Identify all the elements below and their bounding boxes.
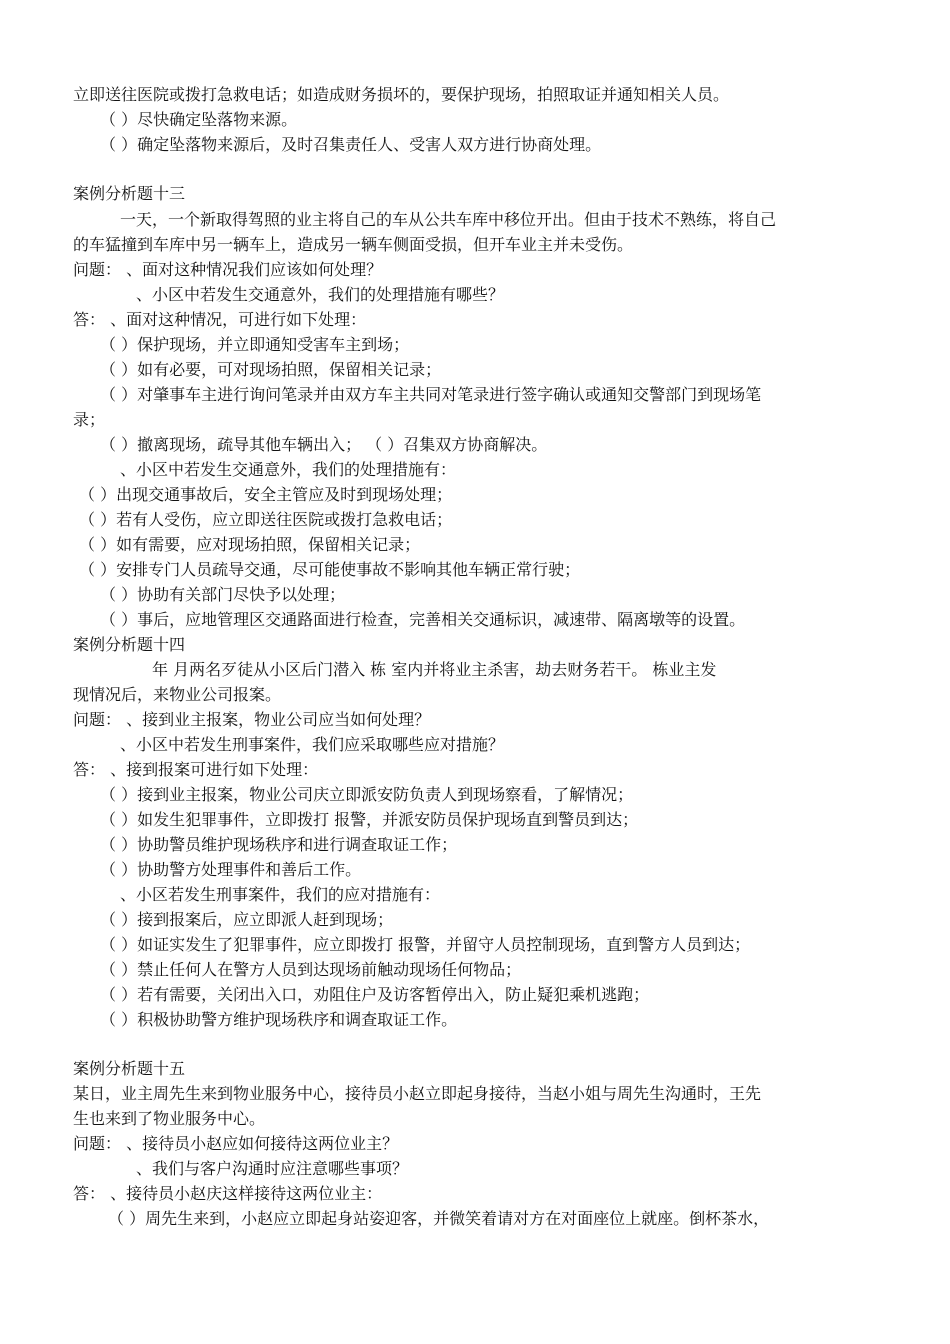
- list-item: （ ）如有必要，可对现场拍照，保留相关记录；: [100, 360, 442, 379]
- question-line: 、小区中若发生刑事案件，我们应采取哪些应对措施？: [120, 735, 505, 754]
- answer-line: 、小区中若发生交通意外，我们的处理措施有：: [120, 460, 457, 479]
- list-item: （ ）接到报案后，应立即派人赶到现场；: [100, 910, 394, 929]
- list-item: （ ）安排专门人员疏导交通，尽可能使事故不影响其他车辆正常行驶；: [79, 560, 581, 579]
- question-line: 、我们与客户沟通时应注意哪些事项？: [136, 1159, 409, 1178]
- list-item: （ ）协助有关部门尽快予以处理；: [100, 585, 346, 604]
- question-line: 问题： 、面对这种情况我们应该如何处理？: [73, 260, 383, 279]
- list-item-continuation: 录；: [73, 410, 106, 429]
- list-item: （ ）若有人受伤，应立即送往医院或拨打急救电话；: [79, 510, 453, 529]
- paragraph-line: 年 月两名歹徒从小区后门潜入 栋 室内并将业主杀害，劫去财务若干。 栋业主发: [152, 660, 717, 679]
- list-item: （ ）禁止任何人在警方人员到达现场前触动现场任何物品；: [100, 960, 522, 979]
- list-item: （ ）确定坠落物来源后，及时召集责任人、受害人双方进行协商处理。: [100, 135, 602, 154]
- paragraph-line: 的车猛撞到车库中另一辆车上，造成另一辆车侧面受损，但开车业主并未受伤。: [73, 235, 634, 254]
- paragraph-line: 某日，业主周先生来到物业服务中心，接待员小赵立即起身接待，当赵小姐与周先生沟通时，王先: [73, 1084, 762, 1103]
- question-line: 、小区中若发生交通意外，我们的处理措施有哪些？: [136, 285, 505, 304]
- list-item: （ ）周先生来到，小赵应立即起身站姿迎客，并微笑着请对方在对面座位上就座。倒杯茶水，: [108, 1209, 770, 1228]
- list-item: （ ）事后，应地管理区交通路面进行检查，完善相关交通标识，减速带、隔离墩等的设置。: [100, 610, 746, 629]
- list-item: （ ）尽快确定坠落物来源。: [100, 110, 298, 129]
- list-item: （ ）如有需要，应对现场拍照，保留相关记录；: [79, 535, 421, 554]
- question-line: 问题： 、接到业主报案，物业公司应当如何处理？: [73, 710, 431, 729]
- list-item: （ ）出现交通事故后，安全主管应及时到现场处理；: [79, 485, 453, 504]
- answer-line: 答： 、面对这种情况，可进行如下处理：: [73, 310, 367, 329]
- list-item: （ ）协助警方处理事件和善后工作。: [100, 860, 362, 879]
- list-item: （ ）协助警员维护现场秩序和进行调查取证工作；: [100, 835, 458, 854]
- list-item: （ ）如证实发生了犯罪事件，应立即拨打 报警，并留守人员控制现场，直到警方人员到达；: [100, 935, 751, 954]
- list-item: （ ）撤离现场，疏导其他车辆出入； （ ）召集双方协商解决。: [100, 435, 548, 454]
- question-line: 问题： 、接待员小赵应如何接待这两位业主？: [73, 1134, 399, 1153]
- text-line: 立即送往医院或拨打急救电话；如造成财务损坏的，要保护现场，拍照取证并通知相关人员。: [73, 85, 730, 104]
- list-item: （ ）若有需要，关闭出入口，劝阻住户及访客暂停出入，防止疑犯乘机逃跑；: [100, 985, 650, 1004]
- section-heading: 案例分析题十五: [73, 1059, 186, 1078]
- list-item: （ ）保护现场，并立即通知受害车主到场；: [100, 335, 410, 354]
- paragraph-line: 生也来到了物业服务中心。: [73, 1109, 266, 1128]
- paragraph-line: 一天，一个新取得驾照的业主将自己的车从公共车库中移位开出。但由于技术不熟练，将自己: [120, 210, 777, 229]
- answer-line: 答： 、接待员小赵庆这样接待这两位业主：: [73, 1184, 383, 1203]
- list-item: （ ）对肇事车主进行询问笔录并由双方车主共同对笔录进行签字确认或通知交警部门到现场笔: [100, 385, 762, 404]
- section-heading: 案例分析题十三: [73, 184, 186, 203]
- list-item: （ ）积极协助警方维护现场秩序和调查取证工作。: [100, 1010, 458, 1029]
- list-item: （ ）如发生犯罪事件，立即拨打 报警，并派安防员保护现场直到警员到达；: [100, 810, 639, 829]
- list-item: （ ）接到业主报案，物业公司庆立即派安防负责人到现场察看，了解情况；: [100, 785, 634, 804]
- section-heading: 案例分析题十四: [73, 635, 186, 654]
- answer-line: 答： 、接到报案可进行如下处理：: [73, 760, 319, 779]
- answer-line: 、小区若发生刑事案件，我们的应对措施有：: [120, 885, 441, 904]
- paragraph-line: 现情况后，来物业公司报案。: [73, 685, 282, 704]
